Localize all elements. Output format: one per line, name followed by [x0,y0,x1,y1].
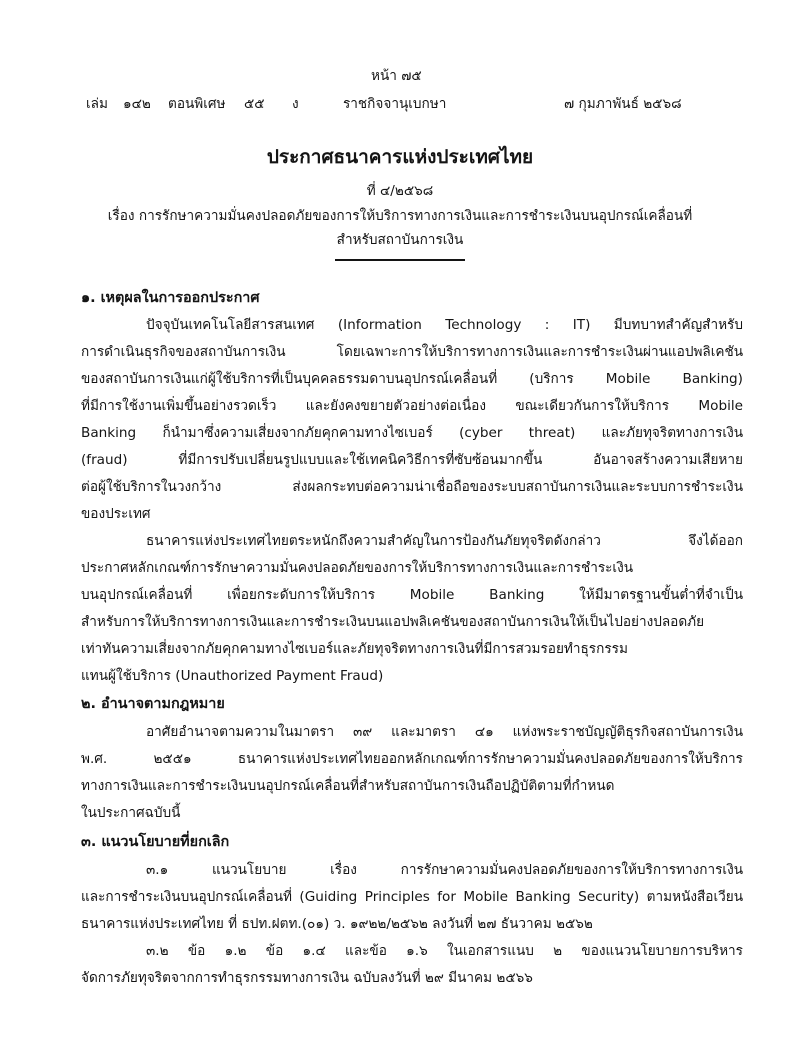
section-2-para-line: อาศัยอำนาจตามความในมาตรา ๓๙ และมาตรา ๔๑ แห่งพระราชบัญญัติธุรกิจสถาบันการเงิน [146,724,743,740]
section-1-para-1-line: ของประเทศ [81,506,151,522]
page-number: หน้า ๗๕ [371,68,422,84]
section-3-item-1-line: และการชำระเงินบนอุปกรณ์เคลื่อนที่ (Guiding Principles for Mobile Banking Security) ตามหนังสือเวียน [81,889,743,905]
section-1-para-1-line: ของสถาบันการเงินแก่ผู้ใช้บริการที่เป็นบุคคลธรรมดาบนอุปกรณ์เคลื่อนที่ (บริการ Mobile Banking) [81,371,743,387]
section-1-para-2-line: สำหรับการให้บริการทางการเงินและการชำระเงินบนแอปพลิเคชันของสถาบันการเงินให้เป็นไปอย่างปลอดภัย [81,614,705,630]
section-1-para-1-line: (fraud) ที่มีการปรับเปลี่ยนรูปแบบและใช้เทคนิควิธีการที่ซับซ้อนมากขึ้น อันอาจสร้างความเสียหาย [81,452,743,468]
section-1-para-2-line: แทนผู้ใช้บริการ (Unauthorized Payment Fraud) [81,668,384,684]
section-1-para-2-line: บนอุปกรณ์เคลื่อนที่ เพื่อยกระดับการให้บริการ Mobile Banking ให้มีมาตรฐานขั้นต่ำที่จำเป็น [81,587,743,603]
section-1-para-1-line: ที่มีการใช้งานเพิ่มขึ้นอย่างรวดเร็ว และยังคงขยายตัวอย่างต่อเนื่อง ขณะเดียวกันการให้บริการ Mobile [81,398,743,414]
section-3-item-2-line: จัดการภัยทุจริตจากการทำธุรกรรมทางการเงิน ฉบับลงวันที่ ๒๙ มีนาคม ๒๕๖๖ [81,970,533,986]
section-3-heading: ๓. แนวนโยบายที่ยกเลิก [81,834,230,850]
section-1-para-1-line: ต่อผู้ใช้บริการในวงกว้าง ส่งผลกระทบต่อความน่าเชื่อถือของระบบสถาบันการเงินและระบบการชำระเงิน [81,479,743,495]
issue-number: ๕๕ [244,96,265,112]
section-3-item-1-line: ธนาคารแห่งประเทศไทย ที่ ธปท.ฝตท.(๐๑) ว. ๑๙๒๒/๒๕๖๒ ลงวันที่ ๒๗ ธันวาคม ๒๕๖๒ [81,916,593,932]
section-1-para-2-line: ประกาศหลักเกณฑ์การรักษาความมั่นคงปลอดภัยของการให้บริการทางการเงินและการชำระเงิน [81,560,634,576]
announcement-subject-line-1: เรื่อง การรักษาความมั่นคงปลอดภัยของการให้บริการทางการเงินและการชำระเงินบนอุปกรณ์เคลื่อนที่ [107,208,693,224]
section-1-para-1-line: การดำเนินธุรกิจของสถาบันการเงิน โดยเฉพาะการให้บริการทางการเงินและการชำระเงินผ่านแอปพลิเคชัน [81,344,743,360]
section-2-para-line: ในประกาศฉบับนี้ [81,805,181,821]
issue-label: ตอนพิเศษ [168,96,226,112]
title-divider [335,259,465,261]
gazette-date: ๗ กุมภาพันธ์ ๒๕๖๘ [564,96,682,112]
announcement-number: ที่ ๔/๒๕๖๘ [366,183,434,199]
section-1-para-1-line: Banking ก็นำมาซึ่งความเสี่ยงจากภัยคุกคามทางไซเบอร์ (cyber threat) และภัยทุจริตทางการเงิน [81,425,743,441]
section-2-para-line: ทางการเงินและการชำระเงินบนอุปกรณ์เคลื่อนที่สำหรับสถาบันการเงินถือปฏิบัติตามที่กำหนด [81,778,615,794]
volume-number: ๑๔๒ [123,96,151,112]
section-3-item-1-line: ๓.๑ แนวนโยบาย เรื่อง การรักษาความมั่นคงปลอดภัยของการให้บริการทางการเงิน [146,862,743,878]
section-1-para-1-line: ปัจจุบันเทคโนโลยีสารสนเทศ (Information Technology : IT) มีบทบาทสำคัญสำหรับ [146,317,743,333]
section-1-para-2-line: เท่าทันความเสี่ยงจากภัยคุกคามทางไซเบอร์และภัยทุจริตทางการเงินที่มีการสวมรอยทำธุรกรรม [81,641,628,657]
volume-label: เล่ม [86,96,108,112]
section-1-para-2-line: ธนาคารแห่งประเทศไทยตระหนักถึงความสำคัญในการป้องกันภัยทุจริตดังกล่าว จึงได้ออก [146,533,743,549]
announcement-title: ประกาศธนาคารแห่งประเทศไทย [266,146,534,168]
announcement-subject-line-2: สำหรับสถาบันการเงิน [336,232,464,248]
gazette-name: ราชกิจจานุเบกษา [343,96,447,112]
section-1-heading: ๑. เหตุผลในการออกประกาศ [81,290,260,306]
section-2-heading: ๒. อำนาจตามกฎหมาย [81,696,225,712]
section-2-para-line: พ.ศ. ๒๕๕๑ ธนาคารแห่งประเทศไทยออกหลักเกณฑ์การรักษาความมั่นคงปลอดภัยของการให้บริการ [81,751,743,767]
section-3-item-2-line: ๓.๒ ข้อ ๑.๒ ข้อ ๑.๔ และข้อ ๑.๖ ในเอกสารแนบ ๒ ของแนวนโยบายการบริหาร [146,943,743,959]
section-letter: ง [292,96,299,112]
